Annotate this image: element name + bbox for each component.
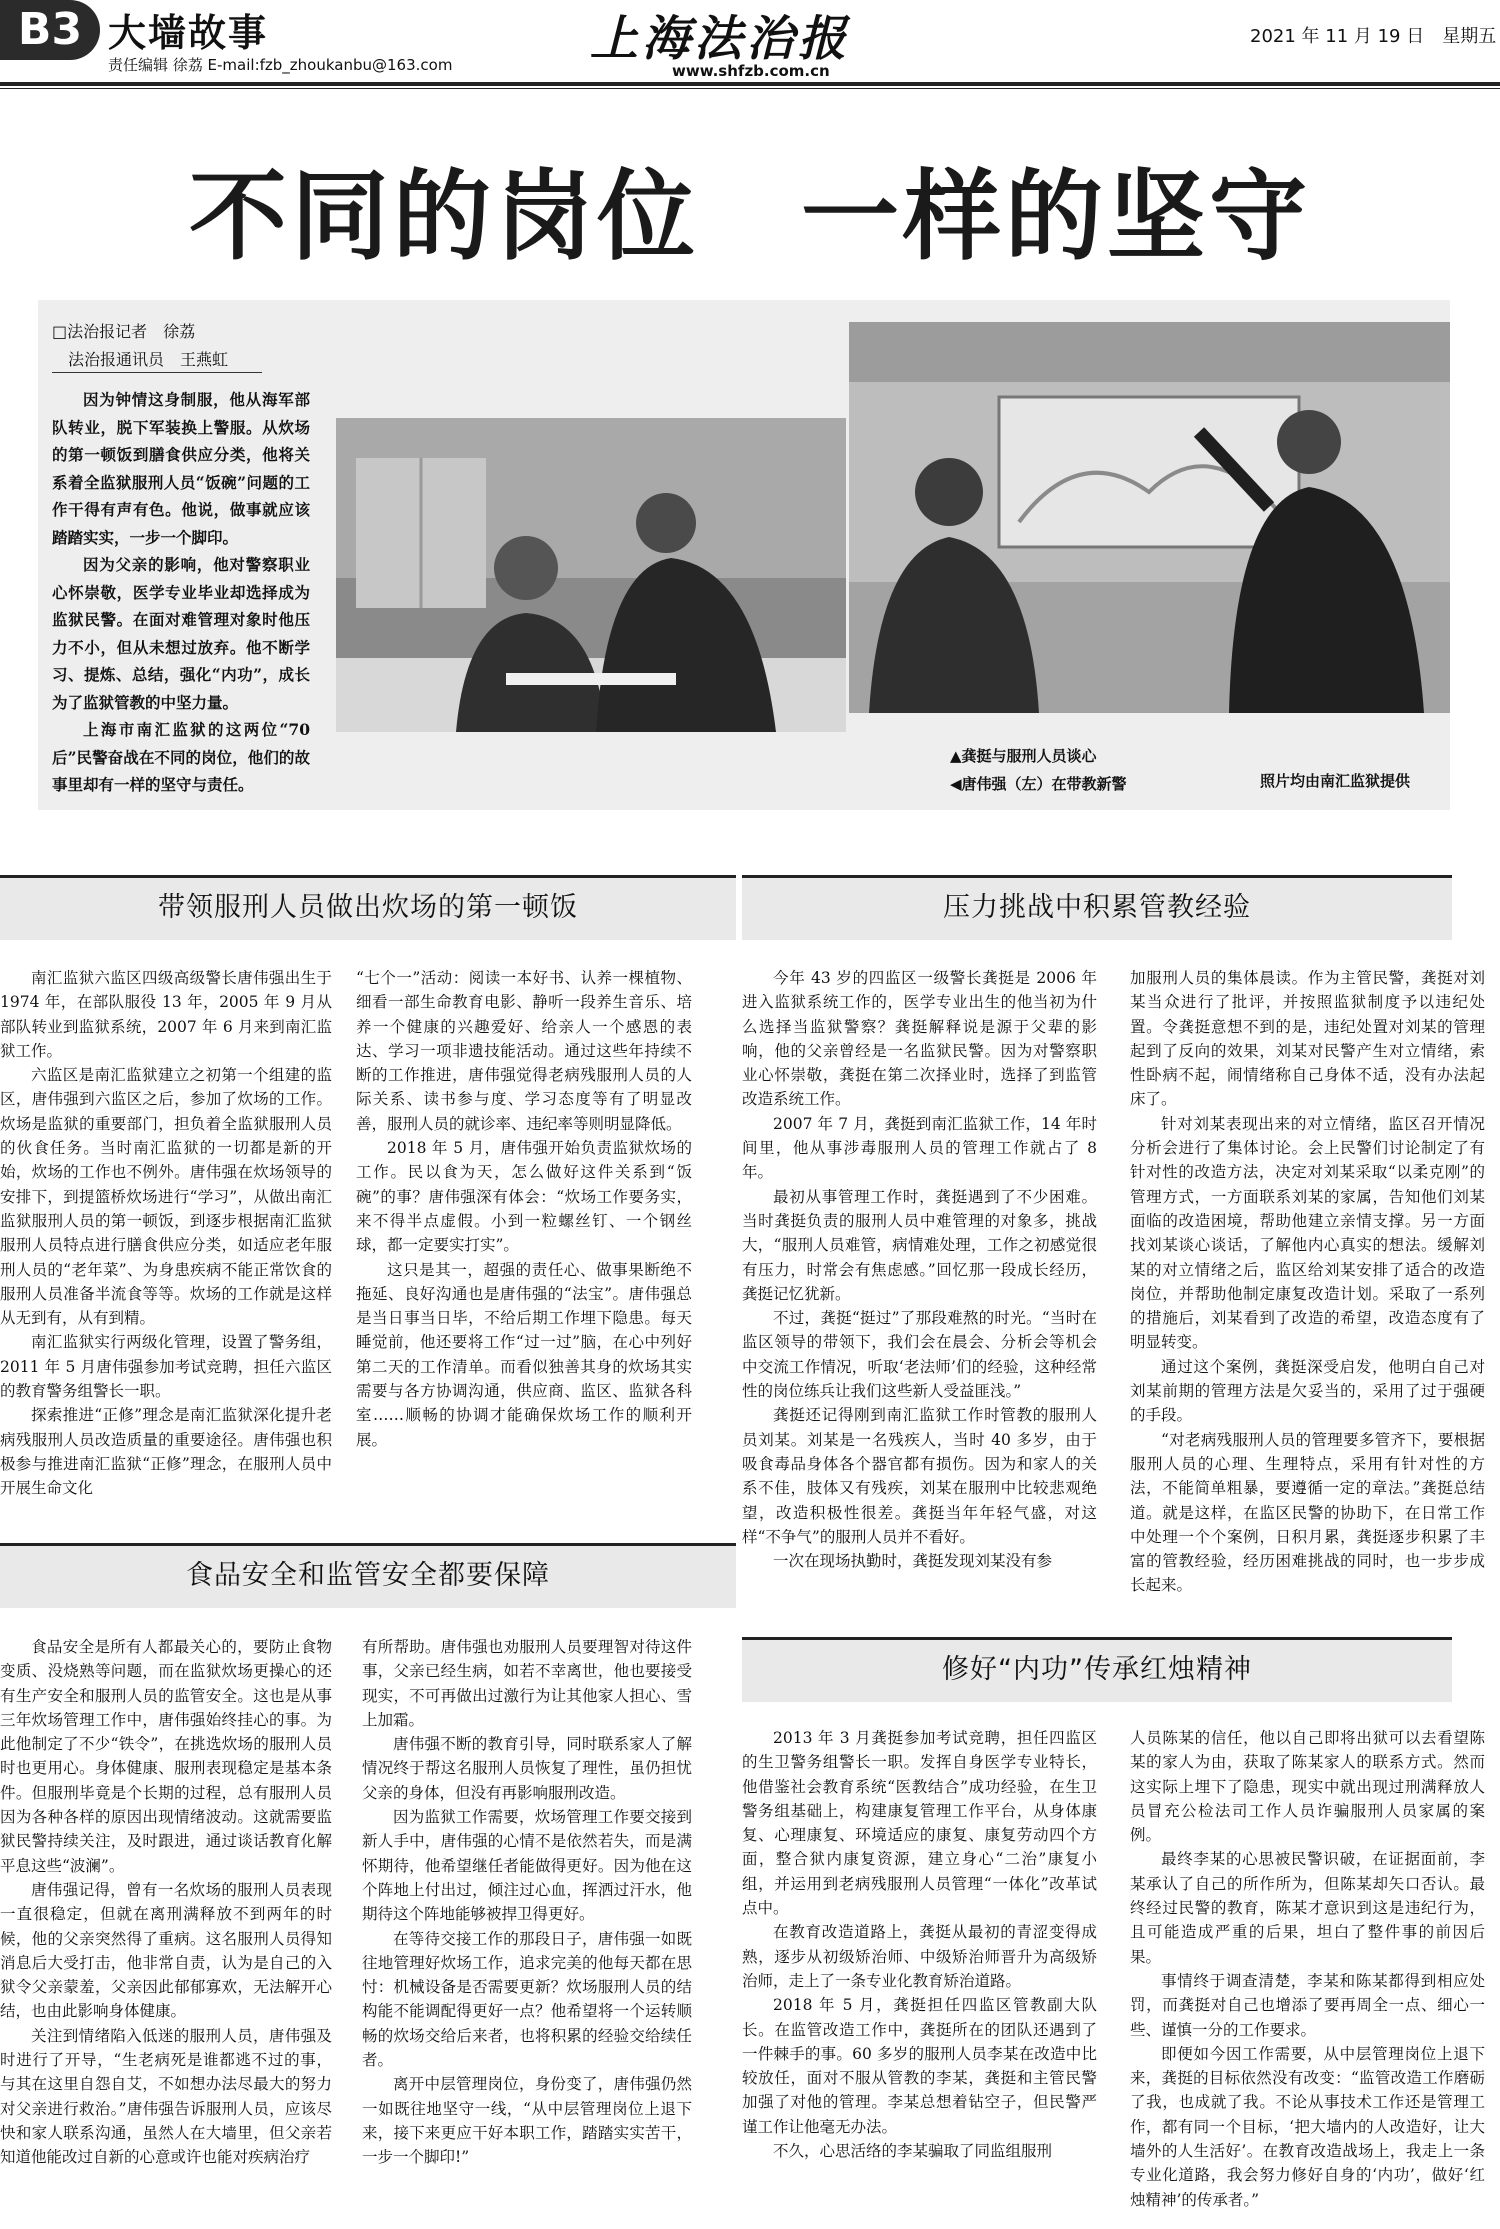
paragraph: 因为监狱工作需要，炊场管理工作要交接到新人手中，唐伟强的心情不是依然若失，而是满怀期待，他希望继任者能做得更好。因为他在这个阵地上付出过，倾注过心血，挥洒过汗水，他期待这个阵地能够被捍卫得更好。 xyxy=(362,1808,692,1924)
paragraph: 六监区是南汇监狱建立之初第一个组建的监区，唐伟强到六监区之后，参加了炊场的工作。炊场是监狱的重要部门，担负着全监狱服刑人员的伙食任务。当时南汇监狱的一切都是新的开始，炊场的工作也不例外。唐伟强在炊场领导的安排下，到提篮桥炊场进行“学习”，从做出南汇监狱服刑人员的第一顿饭，到逐步根据南汇监狱服刑人员特点进行膳食供应分类，如适应老年服刑人员的“老年菜”、为身患疾病不能正常饮食的服刑人员准备半流食等等。炊场的工作就是这样从无到有，从有到精。 xyxy=(0,1066,332,1328)
paragraph: 人员陈某的信任，他以自己即将出狱可以去看望陈某的家人为由，获取了陈某家人的联系方式。然而这实际上埋下了隐患，现实中就出现过刑满释放人员冒充公检法司工作人员诈骗服刑人员家属的案例。 xyxy=(1130,1729,1485,1845)
paragraph: 最初从事管理工作时，龚挺遇到了不少困难。当时龚挺负责的服刑人员中难管理的对象多，挑战大，“服刑人员难管，病情难处理，工作之初感觉很有压力，时常会有焦虑感。”回忆那一段成长经历，龚挺记忆犹新。 xyxy=(742,1187,1097,1303)
paragraph: 在等待交接工作的那段日子，唐伟强一如既往地管理好炊场工作，追求完美的他每天都在思忖：机械设备是否需要更新？炊场服刑人员的结构能不能调配得更好一点？他希望将一个运转顺畅的炊场交给后来者，也将积累的经验交给续任者。 xyxy=(362,1929,692,2070)
article-column xyxy=(1130,1726,1485,2212)
article-column xyxy=(742,966,1097,1573)
paragraph: 这只是其一，超强的责任心、做事果断绝不拖延、良好沟通也是唐伟强的“法宝”。唐伟强总是当日事当日毕，不给后期工作埋下隐患。每天睡觉前，他还要将工作“过一过”脑，在心中列好第二天的工作清单。而看似独善其身的炊场其实需要与各方协调沟通，供应商、监区、监狱各科室……顺畅的协调才能确保炊场工作的顺利开展。 xyxy=(356,1260,692,1449)
article-column xyxy=(1130,966,1485,1598)
paragraph: 有所帮助。唐伟强也劝服刑人员要理智对待这件事，父亲已经生病，如若不幸离世，他也要接受现实，不可再做出过激行为让其他家人担心、雪上加霜。 xyxy=(362,1638,692,1729)
section-title-food-safety: 食品安全和监管安全都要保障 xyxy=(0,1543,736,1608)
page-headline: 不同的岗位 一样的坚守 xyxy=(188,160,1311,274)
section-name: 大墙故事 xyxy=(108,11,269,55)
paragraph: 探索推进“正修”理念是南汇监狱深化提升老病残服刑人员改造质量的重要途径。唐伟强也积极参与推进南汇监狱“正修”理念，在服刑人员中开展生命文化 xyxy=(0,1406,332,1498)
intro-paragraph: 上海市南汇监狱的这两位“70 后”民警奋战在不同的岗位，他们的故事里却有一样的坚守与责任。 xyxy=(52,720,310,794)
caption-line-bottom: ◀唐伟强（左）在带教新警 xyxy=(950,775,1127,793)
paragraph: 南汇监狱六监区四级高级警长唐伟强出生于 1974 年，在部队服役 13 年，2005 年 9 月从部队转业到监狱系统，2007 年 6 月来到南汇监狱工作。 xyxy=(0,969,332,1060)
caption-line-top: ▲龚挺与服刑人员谈心 xyxy=(950,747,1097,765)
paragraph: 南汇监狱实行两级化管理，设置了警务组，2011 年 5 月唐伟强参加考试竞聘，担任六监区的教育警务组警长一职。 xyxy=(0,1333,332,1401)
article-column xyxy=(356,966,692,1452)
masthead-rule xyxy=(0,82,1500,86)
paragraph: 2007 年 7 月，龚挺到南汇监狱工作，14 年时间里，他从事涉毒服刑人员的管理工作就占了 8 年。 xyxy=(742,1114,1097,1182)
photo-caption xyxy=(950,742,1127,798)
paragraph: 事情终于调查清楚，李某和陈某都得到相应处罚，而龚挺对自己也增添了要再周全一点、细心一些、谨慎一分的工作要求。 xyxy=(1130,1971,1485,2039)
byline xyxy=(52,318,228,374)
paragraph: 针对刘某表现出来的对立情绪，监区召开情况分析会进行了集体讨论。会上民警们讨论制定了有针对性的改造方法，决定对刘某采取“以柔克刚”的管理方式，一方面联系刘某的家属，告知他们刘某面临的改造困境，帮助他建立亲情支撑。另一方面找刘某谈心谈话，了解他内心真实的想法。缓解刘某的对立情绪之后，监区给刘某安排了适合的改造岗位，并帮助他制定康复改造计划。采取了一系列的措施后，刘某看到了改造的希望，改造态度有了明显转变。 xyxy=(1130,1114,1485,1352)
paragraph: 唐伟强不断的教育引导，同时联系家人了解情况终于帮这名服刑人员恢复了理性，虽仍担忧父亲的身体，但没有再影响服刑改造。 xyxy=(362,1735,692,1802)
intro-paragraph: 因为钟情这身制服，他从海军部队转业，脱下军装换上警服。从炊场的第一顿饭到膳食供应分类，他将关系着全监狱服刑人员“饭碗”问题的工作干得有声有色。他说，做事就应该踏踏实实，一步一个脚印。 xyxy=(52,390,310,547)
paragraph: 2018 年 5 月，唐伟强开始负责监狱炊场的工作。民以食为天，怎么做好这件关系到“饭碗”的事？唐伟强深有体会：“炊场工作要务实，来不得半点虚假。小到一粒螺丝钉、一个钢丝球，都一定要实打实”。 xyxy=(356,1139,692,1255)
paragraph: 2013 年 3 月龚挺参加考试竞聘，担任四监区的生卫警务组警长一职。发挥自身医学专业特长，他借鉴社会教育系统“医教结合”成功经验，在生卫警务组基础上，构建康复管理工作平台，从身体康复、心理康复、环境适应的康复、康复劳动四个方面，整合狱内康复资源，建立身心“二治”康复小组，并运用到老病残服刑人员管理“一体化”改革试点中。 xyxy=(742,1729,1097,1918)
paragraph: 食品安全是所有人都最关心的，要防止食物变质、没烧熟等问题，而在监狱炊场更操心的还有生产安全和服刑人员的监管安全。这也是从事三年炊场管理工作中，唐伟强始终挂心的事。为此他制定了不少“铁令”，在挑选炊场的服刑人员时也更用心。身体健康、服刑表现稳定是基本条件。但服刑毕竟是个长期的过程，总有服刑人员因为各种各样的原因出现情绪波动。这就需要监狱民警持续关注，及时跟进，通过谈话教育化解平息这些“波澜”。 xyxy=(0,1638,332,1875)
section-title-pressure: 压力挑战中积累管教经验 xyxy=(742,875,1452,940)
article-column xyxy=(0,966,332,1501)
editor-line: 责任编辑 徐荔 E-mail:fzb_zhoukanbu@163.com xyxy=(108,56,453,74)
paragraph: 唐伟强记得，曾有一名炊场的服刑人员表现一直很稳定，但就在离刑满释放不到两年的时候，他的父亲突然得了重病。这名服刑人员得知消息后大受打击，他非常自责，认为是自己的入狱令父亲蒙羞，父亲因此郁郁寡欢，无法解开心结，也由此影响身体健康。 xyxy=(0,1880,332,2021)
paragraph: 不过，龚挺“挺过”了那段难熬的时光。“当时在监区领导的带领下，我们会在晨会、分析会等机会中交流工作情况，听取‘老法师’们的经验，这种经常性的岗位练兵让我们这些新人受益匪浅。” xyxy=(742,1309,1097,1401)
byline-rule xyxy=(52,372,262,373)
paragraph: 加服刑人员的集体晨读。作为主管民警，龚挺对刘某当众进行了批评，并按照监狱制度予以违纪处置。令龚挺意想不到的是，违纪处置对刘某的管理起到了反向的效果，刘某对民警产生对立情绪，索性卧病不起，闹情绪称自己身体不适，没有办法起床了。 xyxy=(1130,969,1485,1109)
photo-credit: 照片均由南汇监狱提供 xyxy=(1260,772,1411,790)
byline-reporter: □法治报记者 徐荔 xyxy=(52,322,196,341)
issue-date: 2021 年 11 月 19 日 星期五 xyxy=(1250,26,1497,47)
masthead-rule-thin xyxy=(0,88,1500,89)
paragraph: “对老病残服刑人员的管理要多管齐下，要根据服刑人员的心理、生理特点，采用有针对性的方法，不能简单粗暴，要遵循一定的章法。”龚挺总结道。就是这样，在监区民警的协助下，在日常工作中处理一个个案例，日积月累，龚挺逐步积累了丰富的管教经验，经历困难挑战的同时，也一步步成长起来。 xyxy=(1130,1430,1485,1595)
intro-paragraph: 因为父亲的影响，他对警察职业心怀崇敬，医学专业毕业却选择成为监狱民警。在面对难管理对象时他压力不小，但从未想过放弃。他不断学习、提炼、总结，强化“内功”，成长为了监狱管教的中坚力量。 xyxy=(52,555,310,712)
article-column xyxy=(0,1635,332,2170)
paragraph: 龚挺还记得刚到南汇监狱工作时管教的服刑人员刘某。刘某是一名残疾人，当时 40 多岁，由于吸食毒品身体各个器官都有损伤。因为和家人的关系不佳，肢体又有残疾，刘某在服刑中比较悲观绝望，改造积极性很差。龚挺当年年轻气盛，对这样“不争气”的服刑人员并不看好。 xyxy=(742,1406,1097,1546)
article-column xyxy=(362,1635,692,2170)
photo-officer-and-inmate xyxy=(849,322,1450,713)
paragraph: 关注到情绪陷入低迷的服刑人员，唐伟强及时进行了开导，“生老病死是谁都逃不过的事，与其在这里自怨自艾，不如想办法尽最大的努力对父亲进行救治。”唐伟强告诉服刑人员，应该尽快和家人联系沟通，虽然人在大墙里，但父亲若知道他能改过自新的心意或许也能对疾病治疗 xyxy=(0,2026,332,2167)
paragraph: 不久，心思活络的李某骗取了同监组服刑 xyxy=(773,2142,1053,2161)
paragraph: 通过这个案例，龚挺深受启发，他明白自己对刘某前期的管理方法是欠妥当的，采用了过于强硬的手段。 xyxy=(1130,1357,1485,1425)
website-url: www.shfzb.com.cn xyxy=(672,62,830,80)
paragraph: 即便如今因工作需要，从中层管理岗位上退下来，龚挺的目标依然没有改变：“监管改造工作磨砺了我，也成就了我。不论从事技术工作还是管理工作，都有同一个目标，‘把大墙内的人改造好，让大墙外的人生活好’。在教育改造战场上，我走上一条专业化道路，我会努力修好自身的‘内功’，做好‘红烛精神’的传承者。” xyxy=(1130,2044,1485,2209)
page-number-badge: B3 xyxy=(0,0,100,60)
paragraph: 一次在现场执勤时，龚挺发现刘某没有参 xyxy=(773,1552,1053,1571)
section-title-red-candle: 修好“内功”传承红烛精神 xyxy=(742,1637,1452,1702)
photo-two-officers xyxy=(336,418,846,732)
paragraph: “七个一”活动：阅读一本好书、认养一棵植物、细看一部生命教育电影、静听一段养生音乐、培养一个健康的兴趣爱好、给亲人一个感恩的表达、学习一项非遗技能活动。通过这些年持续不断的工作推进，唐伟强觉得老病残服刑人员的人际关系、读书参与度、学习态度等有了明显改善，服刑人员的就诊率、违纪率等则明显降低。 xyxy=(356,969,692,1133)
byline-correspondent: 法治报通讯员 王燕虹 xyxy=(52,350,229,369)
paper-name-logo: 上海法治报 xyxy=(590,11,851,67)
paragraph: 离开中层管理岗位，身份变了，唐伟强仍然一如既往地坚守一线，“从中层管理岗位上退下来，接下来更应干好本职工作，踏踏实实苦干，一步一个脚印!” xyxy=(362,2075,692,2167)
paragraph: 最终李某的心思被民警识破，在证据面前，李某承认了自己的所作所为，但陈某却矢口否认。最终经过民警的教育，陈某才意识到这是违纪行为，且可能造成严重的后果，坦白了整件事的前因后果。 xyxy=(1130,1850,1485,1966)
paragraph: 今年 43 岁的四监区一级警长龚挺是 2006 年进入监狱系统工作的，医学专业出生的他当初为什么选择当监狱警察？龚挺解释说是源于父辈的影响，他的父亲曾经是一名监狱民警。因为对警察职业心怀崇敬，龚挺在第二次择业时，选择了到监管改造系统工作。 xyxy=(742,969,1097,1109)
intro-text xyxy=(52,386,310,799)
article-column xyxy=(742,1726,1097,2163)
paragraph: 2018 年 5 月，龚挺担任四监区管教副大队长。在监管改造工作中，龚挺所在的团队还遇到了一件棘手的事。60 多岁的服刑人员李某在改造中比较放任，面对不服从管教的李某，龚挺和主管民警加强了对他的管理。李某总想着钻空子，但民警严谨工作让他毫无办法。 xyxy=(742,1996,1097,2136)
paragraph: 在教育改造道路上，龚挺从最初的青涩变得成熟，逐步从初级矫治师、中级矫治师晋升为高级矫治师，走上了一条专业化教育矫治道路。 xyxy=(742,1923,1097,1990)
section-title-kitchen: 带领服刑人员做出炊场的第一顿饭 xyxy=(0,875,736,940)
